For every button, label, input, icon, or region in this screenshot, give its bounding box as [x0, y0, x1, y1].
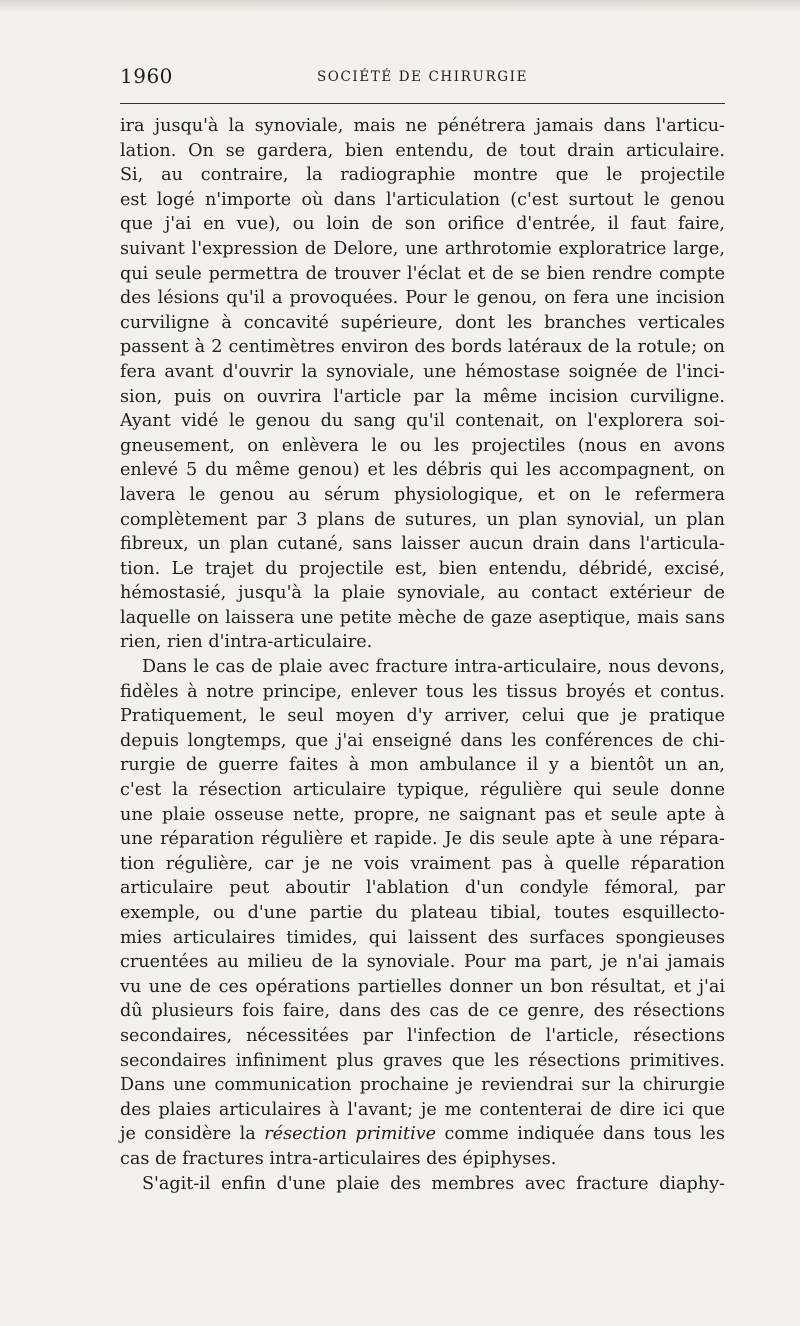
text-line: dû plusieurs fois faire, dans des cas de ce genre, des résections [120, 1001, 725, 1022]
text-line: rurgie de guerre faites à mon ambulance il y a bientôt un an, [120, 755, 725, 776]
text-line: exemple, ou d'une partie du plateau tibial, toutes esquillecto- [120, 903, 725, 923]
text-line: fibreux, un plan cutané, sans laisser aucun drain dans l'articula- [120, 534, 725, 555]
text-line: enlevé 5 du même genou) et les débris qui les accompagnent, on [120, 460, 725, 481]
text-line: mies articulaires timides, qui laissent des surfaces spongieuses [120, 927, 725, 948]
text-line: cruentées au milieu de la synoviale. Pour ma part, je n'ai jamais [120, 952, 725, 973]
text-line: sion, puis on ouvrira l'article par la même incision curviligne. [120, 386, 725, 407]
text-line: tion. Le trajet du projectile est, bien entendu, débridé, excisé, [120, 558, 725, 579]
text-line: S'agit-il enfin d'une plaie des membres avec fracture diaphy- [142, 1173, 725, 1194]
text-line: tion régulière, car je ne vois vraiment pas à quelle réparation [120, 853, 725, 874]
text-line: lavera le genou au sérum physiologique, et on le refermera [120, 484, 725, 505]
body-text [120, 114, 725, 1196]
text-line: Dans le cas de plaie avec fracture intra-articulaire, nous devons, [142, 657, 725, 678]
text-line: rien, rien d'intra-articulaire. [120, 632, 373, 653]
text-line: c'est la résection articulaire typique, régulière qui seule donne [120, 780, 725, 801]
scan-edge [0, 0, 800, 12]
text-line: passent à 2 centimètres environ des bords latéraux de la rotule; on [120, 337, 725, 358]
text-line: depuis longtemps, que j'ai enseigné dans les conférences de chi- [120, 730, 725, 751]
text-line: est logé n'importe où dans l'articulation (c'est surtout le genou [120, 189, 725, 210]
page-number: 1960 [120, 64, 173, 88]
text-line: une réparation régulière et rapide. Je dis seule apte à une répara- [120, 829, 725, 850]
italic-emphasis: résection primitive [264, 1124, 437, 1145]
paragraph [120, 1172, 725, 1197]
text-line: ira jusqu'à la synoviale, mais ne pénétrera jamais dans l'articu- [120, 116, 725, 136]
text-line: Pratiquement, le seul moyen d'y arriver, celui que je pratique [120, 706, 725, 727]
text-line: fidèles à notre principe, enlever tous les tissus broyés et contus. [120, 681, 725, 702]
text-line: fera avant d'ouvrir la synoviale, une hémostase soignée de l'inci- [120, 361, 725, 382]
text-line: une plaie osseuse nette, propre, ne saignant pas et seule apte à [120, 804, 725, 825]
text-line: Ayant vidé le genou du sang qu'il contenait, on l'explorera soi- [120, 411, 725, 432]
text-line: Si, au contraire, la radiographie montre que le projectile [120, 165, 725, 186]
text-line: curviligne à concavité supérieure, dont les branches verticales [120, 312, 725, 333]
text-line: je considère la résection primitive comme indiquée dans tous les [120, 1124, 725, 1145]
text-line: Dans une communication prochaine je reviendrai sur la chirurgie [120, 1075, 725, 1096]
text-line: suivant l'expression de Delore, une arthrotomie exploratrice large, [120, 238, 725, 259]
text-line: hémostasié, jusqu'à la plaie synoviale, au contact extérieur de [120, 583, 725, 604]
text-line: complètement par 3 plans de sutures, un plan synovial, un plan [120, 509, 725, 530]
text-line: gneusement, on enlèvera le ou les projectiles (nous en avons [120, 435, 725, 456]
paragraph [120, 655, 725, 1171]
text-line: des plaies articulaires à l'avant; je me contenterai de dire ici que [120, 1099, 725, 1120]
running-title: SOCIÉTÉ DE CHIRURGIE [316, 69, 529, 85]
text-line: cas de fractures intra-articulaires des épiphyses. [120, 1148, 557, 1169]
text-line: qui seule permettra de trouver l'éclat et de se bien rendre compte [120, 263, 725, 284]
text-line: des lésions qu'il a provoquées. Pour le genou, on fera une incision [120, 288, 725, 309]
text-line: secondaires, nécessitées par l'infection de l'article, résections [120, 1025, 725, 1046]
text-line: vu une de ces opérations partielles donner un bon résultat, et j'ai [120, 976, 725, 997]
paragraph [120, 114, 725, 655]
text-line: secondaires infiniment plus graves que les résections primitives. [120, 1050, 725, 1071]
text-line: que j'ai en vue), ou loin de son orifice d'entrée, il faut faire, [120, 214, 725, 235]
header-rule [120, 103, 725, 104]
text-line: laquelle on laissera une petite mèche de gaze aseptique, mais sans [120, 607, 725, 628]
text-line: lation. On se gardera, bien entendu, de tout drain articulaire. [120, 140, 725, 161]
text-line: articulaire peut aboutir l'ablation d'un condyle fémoral, par [120, 878, 725, 899]
page-header [120, 62, 725, 92]
